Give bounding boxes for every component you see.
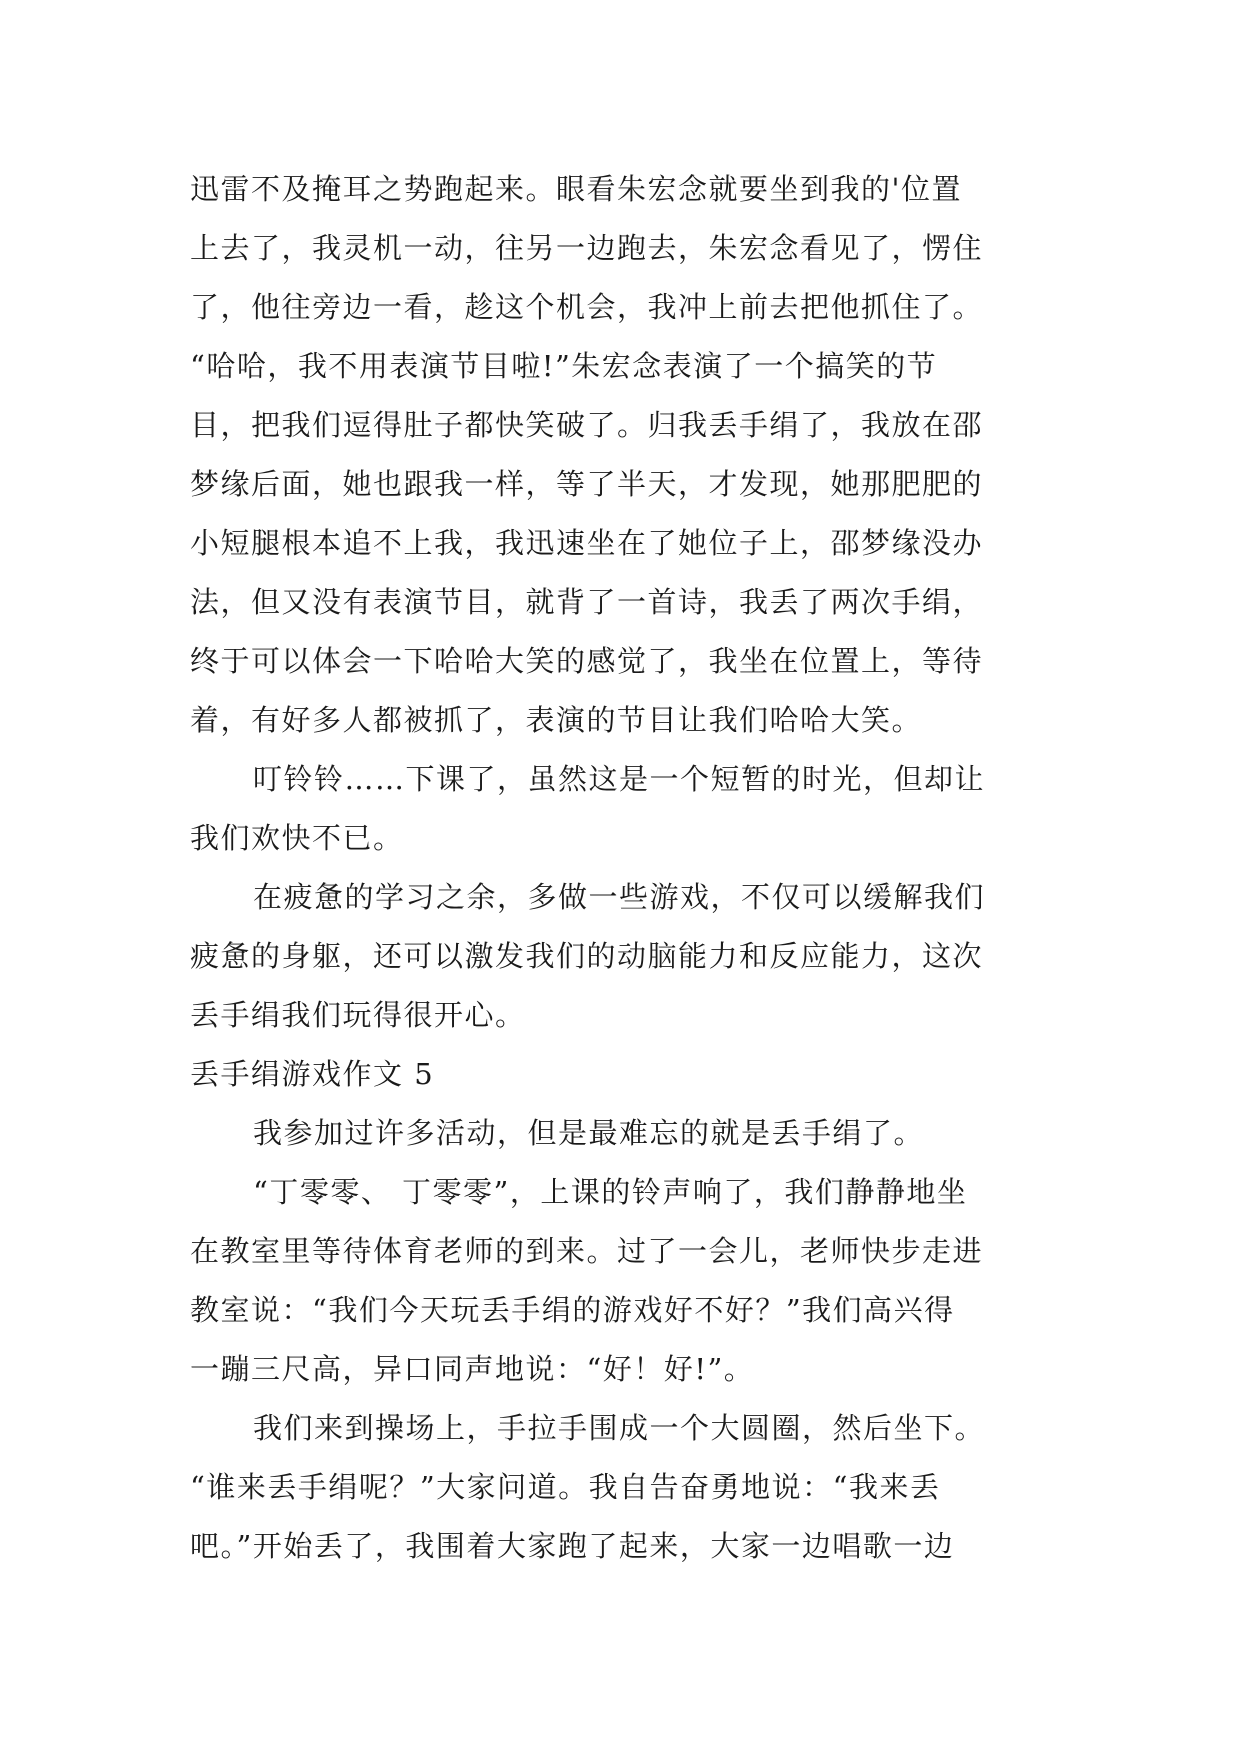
text-line: 我参加过许多活动，但是最难忘的就是丢手绢了。 [253,1116,925,1150]
text-line: 法，但又没有表演节目，就背了一首诗，我丢了两次手绢， [190,585,984,619]
paragraph [190,750,1070,868]
text-line: 目，把我们逗得肚子都快笑破了。归我丢手绢了，我放在邵 [190,408,984,442]
text-line: 着，有好多人都被抓了，表演的节目让我们哈哈大笑。 [190,703,923,737]
paragraph [190,868,1070,1045]
paragraph [190,1104,1070,1163]
text-line: 我们欢快不已。 [190,821,404,855]
text-line: 丢手绢我们玩得很开心。 [190,998,526,1032]
text-line: 终于可以体会一下哈哈大笑的感觉了，我坐在位置上，等待 [190,644,984,678]
text-line: 了，他往旁边一看，趁这个机会，我冲上前去把他抓住了。 [190,290,984,324]
text-line: 小短腿根本追不上我，我迅速坐在了她位子上，邵梦缘没办 [190,526,984,560]
paragraph [190,1163,1070,1399]
text-line: 我们来到操场上，手拉手围成一个大圆圈，然后坐下。 [253,1411,986,1445]
heading-text: 丢手绢游戏作文 5 [190,1057,435,1091]
text-line: “哈哈，我不用表演节目啦!”朱宏念表演了一个搞笑的节 [190,349,938,383]
text-line: 在疲惫的学习之余，多做一些游戏，不仅可以缓解我们 [253,880,986,914]
paragraph [190,160,1070,750]
text-line: “谁来丢手绢呢？”大家问道。我自告奋勇地说：“我来丢 [190,1470,941,1504]
document-body [190,160,1070,1576]
paragraph [190,1399,1070,1576]
text-line: 上去了，我灵机一动，往另一边跑去，朱宏念看见了，愣住 [190,231,984,265]
text-line: 叮铃铃……下课了，虽然这是一个短暂的时光，但却让 [253,762,986,796]
text-line: 迅雷不及掩耳之势跑起来。眼看朱宏念就要坐到我的'位置 [190,172,962,206]
text-line: “丁零零、 丁零零”，上课的铃声响了，我们静静地坐 [253,1175,968,1209]
text-line: 在教室里等待体育老师的到来。过了一会儿，老师快步走进 [190,1234,984,1268]
text-line: 一蹦三尺高，异口同声地说：“好！好!”。 [190,1352,755,1386]
text-line: 教室说：“我们今天玩丢手绢的游戏好不好？”我们高兴得 [190,1293,955,1327]
text-line: 吧。”开始丢了，我围着大家跑了起来，大家一边唱歌一边 [190,1529,955,1563]
text-line: 疲惫的身躯，还可以激发我们的动脑能力和反应能力，这次 [190,939,984,973]
section-heading [190,1045,1070,1104]
text-line: 梦缘后面，她也跟我一样，等了半天，才发现，她那肥肥的 [190,467,984,501]
